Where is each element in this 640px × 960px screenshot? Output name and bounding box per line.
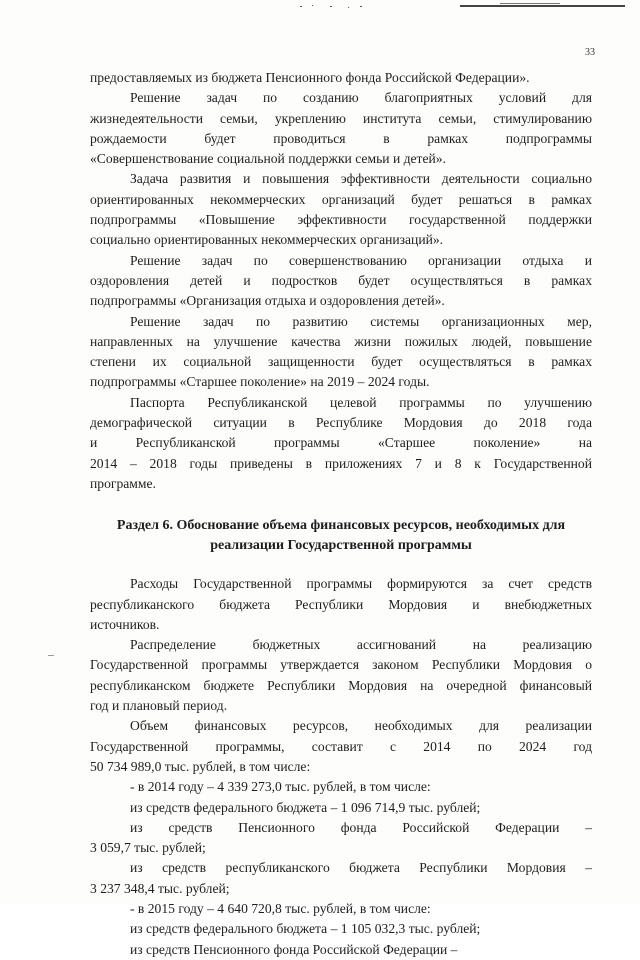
- text-line: Решение задач по развитию системы организационных мер,: [130, 313, 592, 329]
- document-body: [90, 68, 592, 960]
- text-line: «Совершенствование социальной поддержки семьи и детей».: [90, 151, 447, 167]
- text-line: Распределение бюджетных ассигнований на реализацию: [130, 637, 592, 653]
- text-line: ориентированных некоммерческих организаций будет решаться в рамках: [90, 191, 592, 207]
- text-line: подпрограммы «Старшее поколение» на 2019 – 2024 годы.: [90, 374, 430, 390]
- section-heading: [90, 516, 592, 556]
- text-line: жизнедеятельности семьи, укреплению института семьи, стимулированию: [90, 110, 592, 126]
- text-line: Государственной программы, составит с 2014 по 2024 год: [90, 738, 592, 754]
- text-line: год и плановый период.: [90, 698, 228, 714]
- text-line: подпрограммы «Организация отдыха и оздоровления детей».: [90, 293, 445, 309]
- text-line: из средств федерального бюджета – 1 096 714,9 тыс. рублей;: [130, 799, 481, 815]
- text-line: и Республиканской программы «Старшее поколение» на: [90, 435, 592, 451]
- text-line: Решение задач по созданию благоприятных условий для: [130, 90, 592, 106]
- text-line: из средств Пенсионного фонда Российской Федерации –: [130, 819, 592, 835]
- text-line: 50 734 989,0 тыс. рублей, в том числе:: [90, 758, 311, 774]
- margin-mark: [48, 655, 54, 656]
- text-line: 3 237 348,4 тыс. рублей;: [90, 880, 230, 896]
- text-line: из средств республиканского бюджета Республики Мордовия –: [130, 860, 592, 876]
- text-line: Объем финансовых ресурсов, необходимых для реализации: [130, 718, 592, 734]
- text-line: направленных на улучшение качества жизни пожилых людей, повышение: [90, 333, 592, 349]
- text-line: республиканского бюджета Республики Мордовия и внебюджетных: [90, 596, 592, 612]
- text-line: - в 2014 году – 4 339 273,0 тыс. рублей, в том числе:: [130, 779, 431, 795]
- text-line: Расходы Государственной программы формируются за счет средств: [130, 576, 592, 592]
- text-line: Решение задач по совершенствованию организации отдыха и: [130, 252, 592, 268]
- text-line: республиканском бюджете Республики Мордовия на очередной финансовый: [90, 677, 592, 693]
- text-line: подпрограммы «Повышение эффективности государственной поддержки: [90, 212, 592, 228]
- text-line: предоставляемых из бюджета Пенсионного фонда Российской Федерации».: [90, 70, 530, 85]
- section-heading-line: Раздел 6. Обоснование объема финансовых ресурсов, необходимых для: [116, 518, 566, 534]
- text-line: социально ориентированных некоммерческих организаций».: [90, 232, 444, 248]
- section-heading-line: реализации Государственной программы: [210, 538, 472, 554]
- text-line: степени их социальной защищенности будет осуществляться в рамках: [90, 354, 592, 370]
- text-line: - в 2015 году – 4 640 720,8 тыс. рублей, в том числе:: [130, 900, 431, 916]
- text-line: 2014 – 2018 годы приведены в приложениях 7 и 8 к Государственной: [90, 455, 592, 471]
- text-line: Паспорта Республиканской целевой программы по улучшению: [130, 394, 592, 410]
- text-line: Задача развития и повышения эффективности деятельности социально: [130, 171, 592, 187]
- page-number: 33: [585, 47, 595, 58]
- text-line: из средств федерального бюджета – 1 105 032,3 тыс. рублей;: [130, 921, 481, 937]
- text-line: демографической ситуации в Республике Мордовия до 2018 года: [90, 415, 592, 431]
- text-line: из средств Пенсионного фонда Российской Федерации –: [130, 941, 458, 957]
- text-block-tasks: [90, 68, 592, 494]
- scan-artifact: [300, 2, 630, 10]
- text-line: оздоровления детей и подростков будет осуществляться в рамках: [90, 272, 592, 288]
- text-line: Государственной программы утверждается законом Республики Мордовия о: [90, 657, 592, 673]
- text-line: источников.: [90, 616, 160, 632]
- text-block-financing: [90, 574, 592, 960]
- text-line: 3 059,7 тыс. рублей;: [90, 840, 206, 856]
- text-line: рождаемости будет проводиться в рамках подпрограммы: [90, 130, 592, 146]
- text-line: программе.: [90, 475, 156, 491]
